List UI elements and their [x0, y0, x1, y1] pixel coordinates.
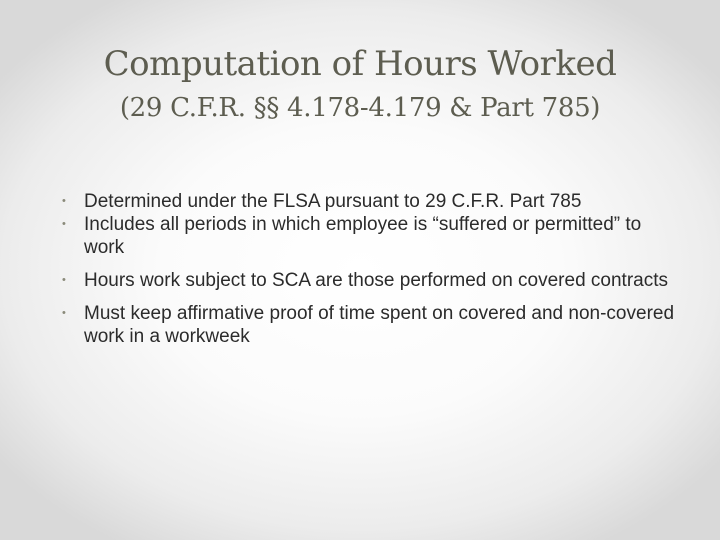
bullet-text: Includes all periods in which employee is “suffered or permitted” to work	[84, 214, 642, 258]
slide-subtitle: (29 C.F.R. §§ 4.178-4.179 & Part 785)	[119, 93, 601, 123]
slide-title: Computation of Hours Worked	[103, 44, 617, 84]
bullet-icon: •	[62, 195, 66, 207]
bullet-text: Hours work subject to SCA are those performed on covered contracts	[84, 270, 668, 291]
bullet-list	[62, 190, 682, 358]
bullet-item	[62, 269, 682, 292]
title-block	[40, 40, 680, 128]
bullet-item	[62, 190, 682, 213]
bullet-item	[62, 213, 682, 259]
bullet-icon: •	[62, 274, 66, 286]
bullet-text: Determined under the FLSA pursuant to 29 C.F.R. Part 785	[84, 191, 582, 212]
bullet-icon: •	[62, 218, 66, 230]
bullet-item	[62, 302, 682, 348]
bullet-icon: •	[62, 307, 66, 319]
bullet-text: Must keep affirmative proof of time spent on covered and non-covered work in a workweek	[84, 303, 675, 347]
